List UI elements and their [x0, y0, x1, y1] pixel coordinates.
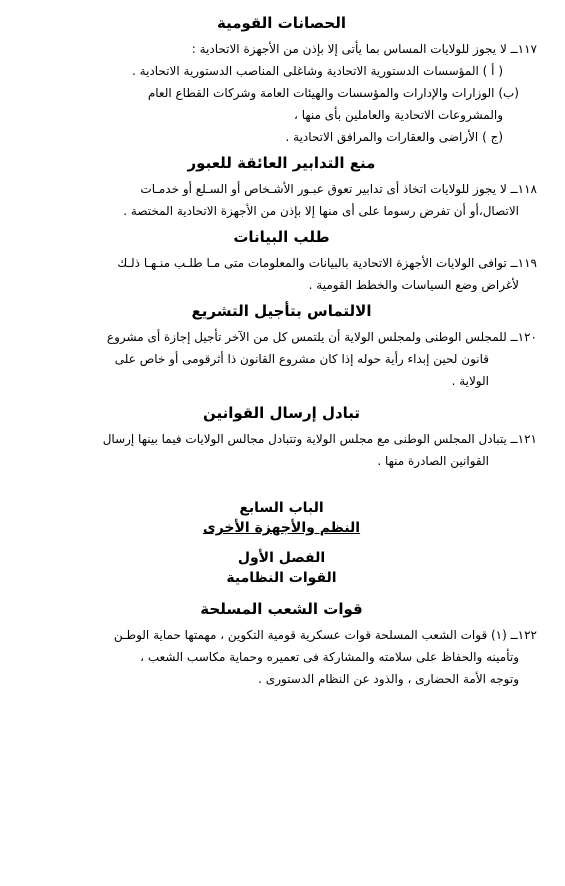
article-119-line-2: لأغراض وضع السياسات والخطط القومية . [308, 278, 519, 292]
article-122-line-1: ١٢٢ــ (١) قوات الشعب المسلحة قوات عسكرية قومية التكوين ، مهمتها حماية الوطـن [113, 628, 537, 642]
article-118-line-1: ١١٨ــ لا يجوز للولايات اتخاذ أى تدابير تعوق عبـور الأشـخاص أو السـلع أو خدمـات [140, 182, 537, 196]
article-117-item-c: (ج ) الأراضى والعقارات والمرافق الاتحادية . [285, 130, 503, 144]
chapter-title: الفصل الأول [237, 550, 326, 566]
article-117-item-b: (ب) الوزارات والإدارات والمؤسسات والهيئات العامة وشركات القطاع العام [147, 86, 519, 100]
article-117-line-1: ١١٧ــ لا يجوز للولايات المساس بما يأتى إلا بإذن من الأجهزة الاتحادية : [191, 42, 537, 56]
article-121-line-2: القوانين الصادرة منها . [377, 454, 489, 468]
section-heading-law-exchange: تبادل إرسال القوانين [202, 404, 361, 422]
article-120-line-2: قانون لحين إبداء رأية حوله إذا كان مشروع القانون ذا أثرقومى أو خاص على [114, 352, 489, 366]
article-121-line-1: ١٢١ــ يتبادل المجلس الوطنى مع مجلس الولاية وتتبادل مجالس الولايات فيما بينها إرسال [102, 432, 537, 446]
section-heading-national-immunities: الحصانات القومية [216, 14, 347, 32]
part-title: الباب السابع [239, 500, 324, 516]
article-117 [26, 38, 537, 148]
section-heading-data-request: طلب البيانات [233, 228, 330, 246]
article-118-line-2: الاتصال،أو أن تفرض رسوما على أى منها إلا بإذن من الأجهزة الاتحادية المختصة . [123, 204, 519, 218]
part-subtitle: النظم والأجهزة الأخرى [202, 520, 361, 536]
section-heading-armed-forces: قوات الشعب المسلحة [200, 600, 363, 618]
article-118 [26, 178, 537, 222]
article-119 [26, 252, 537, 296]
article-120 [26, 326, 537, 392]
article-119-line-1: ١١٩ــ توافى الولايات الأجهزة الاتحادية بالبيانات والمعلومات متى مـا طلـب منـهـا ذلـك [117, 256, 537, 270]
article-120-line-3: الولاية . [451, 374, 489, 388]
article-117-item-b-cont: والمشروعات الاتحادية والعاملين بأى منها ، [294, 108, 503, 122]
chapter-subtitle: القوات النظامية [226, 570, 337, 586]
article-117-item-a: ( أ ) المؤسسات الدستورية الاتحادية وشاغلى المناصب الدستورية الاتحادية . [132, 64, 503, 78]
article-121 [26, 428, 537, 472]
article-122-line-3: وتوجه الأمة الحضارى ، والذود عن النظام الدستورى . [258, 672, 519, 686]
section-heading-legislation-postponement: الالتماس بتأجيل التشريع [191, 302, 372, 320]
section-heading-prevent-transit-obstacles: منع التدابير العائقة للعبور [187, 154, 376, 172]
article-122 [26, 624, 537, 690]
article-122-line-2: وتأمينه والحفاظ على سلامته والمشاركة فى تعميره وحماية مكاسب الشعب ، [140, 650, 519, 664]
article-120-line-1: ١٢٠ــ للمجلس الوطنى ولمجلس الولاية أن يلتمس كل من الآخر تأجيل إجازة أى مشروع [106, 330, 537, 344]
